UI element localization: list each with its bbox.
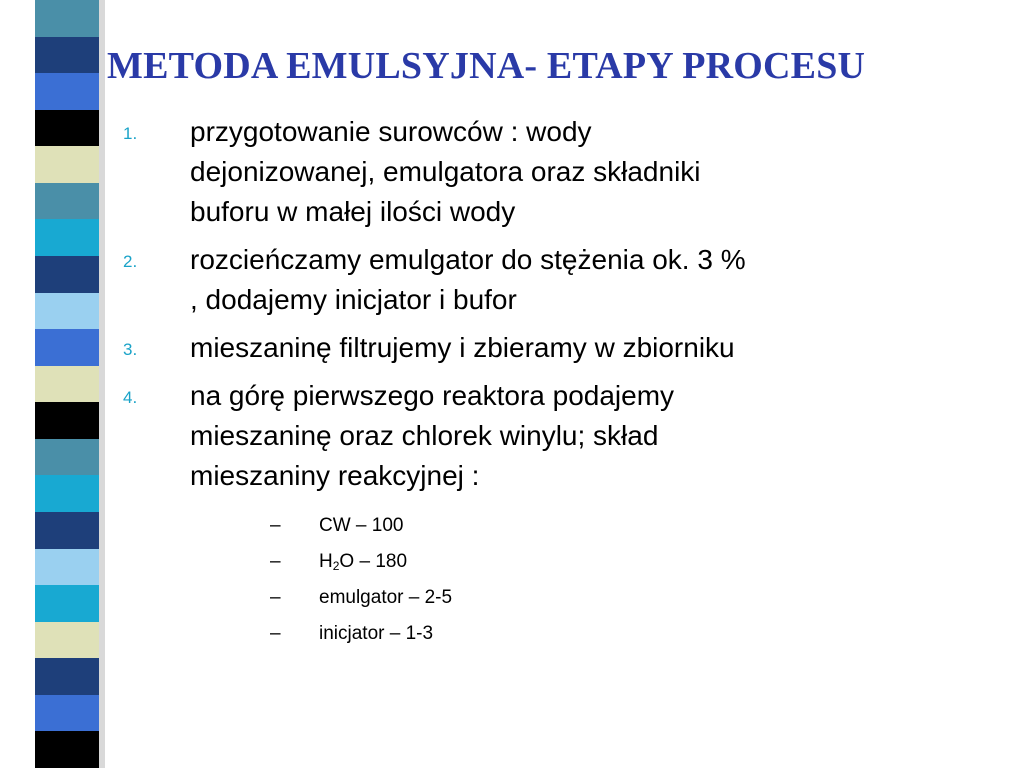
subitem xyxy=(120,508,960,544)
list-item xyxy=(120,112,960,232)
decorative-stripe xyxy=(35,37,99,75)
decorative-stripe xyxy=(35,0,99,38)
subitem-text: inicjator – 1-3 xyxy=(319,623,434,644)
list-item xyxy=(120,376,960,496)
item-line: mieszaninę oraz chlorek winylu; skład xyxy=(190,420,659,451)
decorative-stripe xyxy=(35,731,99,768)
decorative-stripe xyxy=(35,256,99,294)
formula-subscript: 2 xyxy=(332,559,340,573)
subitem xyxy=(120,616,960,652)
decorative-stripe xyxy=(35,329,99,367)
item-line: na górę pierwszego reaktora podajemy xyxy=(190,380,675,411)
item-line: buforu w małej ilości wody xyxy=(190,196,516,227)
subitem-text xyxy=(319,551,407,572)
decorative-stripe xyxy=(35,366,99,404)
decorative-stripe xyxy=(35,293,99,331)
decorative-stripe xyxy=(35,402,99,440)
decorative-stripe xyxy=(35,110,99,148)
decorative-stripe xyxy=(35,549,99,587)
decorative-stripe-bar xyxy=(35,0,99,768)
formula-suffix: O – 180 xyxy=(339,551,408,572)
item-number: 1. xyxy=(123,124,138,143)
item-number: 4. xyxy=(123,388,138,407)
item-line: przygotowanie surowców : wody xyxy=(190,116,592,147)
decorative-stripe xyxy=(35,585,99,623)
decorative-stripe xyxy=(35,622,99,660)
sublist xyxy=(120,504,960,652)
decorative-stripe xyxy=(35,73,99,111)
decorative-stripe xyxy=(35,439,99,477)
item-line: , dodajemy inicjator i bufor xyxy=(190,284,517,315)
subitem xyxy=(120,580,960,616)
decorative-stripe xyxy=(35,219,99,257)
subitem-text: CW – 100 xyxy=(319,515,404,536)
list-item xyxy=(120,328,960,368)
decorative-stripe xyxy=(35,658,99,696)
item-line: rozcieńczamy emulgator do stężenia ok. 3 % xyxy=(190,244,746,275)
dash-bullet: – xyxy=(270,623,281,644)
item-number: 2. xyxy=(123,252,138,271)
item-number: 3. xyxy=(123,340,138,359)
subitem xyxy=(120,544,960,580)
decorative-stripe xyxy=(35,512,99,550)
item-line: dejonizowanej, emulgatora oraz składniki xyxy=(190,156,701,187)
decorative-stripe xyxy=(35,475,99,513)
slide-title: METODA EMULSYJNA- ETAPY PROCESU xyxy=(107,45,866,87)
slide-content xyxy=(120,112,960,652)
dash-bullet: – xyxy=(270,587,281,608)
decorative-stripe xyxy=(35,695,99,733)
decorative-stripe xyxy=(35,183,99,221)
formula-prefix: H xyxy=(319,551,333,572)
decorative-stripe xyxy=(35,146,99,184)
dash-bullet: – xyxy=(270,551,281,572)
subitem-text: emulgator – 2-5 xyxy=(319,587,453,608)
list-item xyxy=(120,240,960,320)
item-line: mieszaniny reakcyjnej : xyxy=(190,460,480,491)
dash-bullet: – xyxy=(270,515,281,536)
item-line: mieszaninę filtrujemy i zbieramy w zbiorniku xyxy=(190,332,735,363)
